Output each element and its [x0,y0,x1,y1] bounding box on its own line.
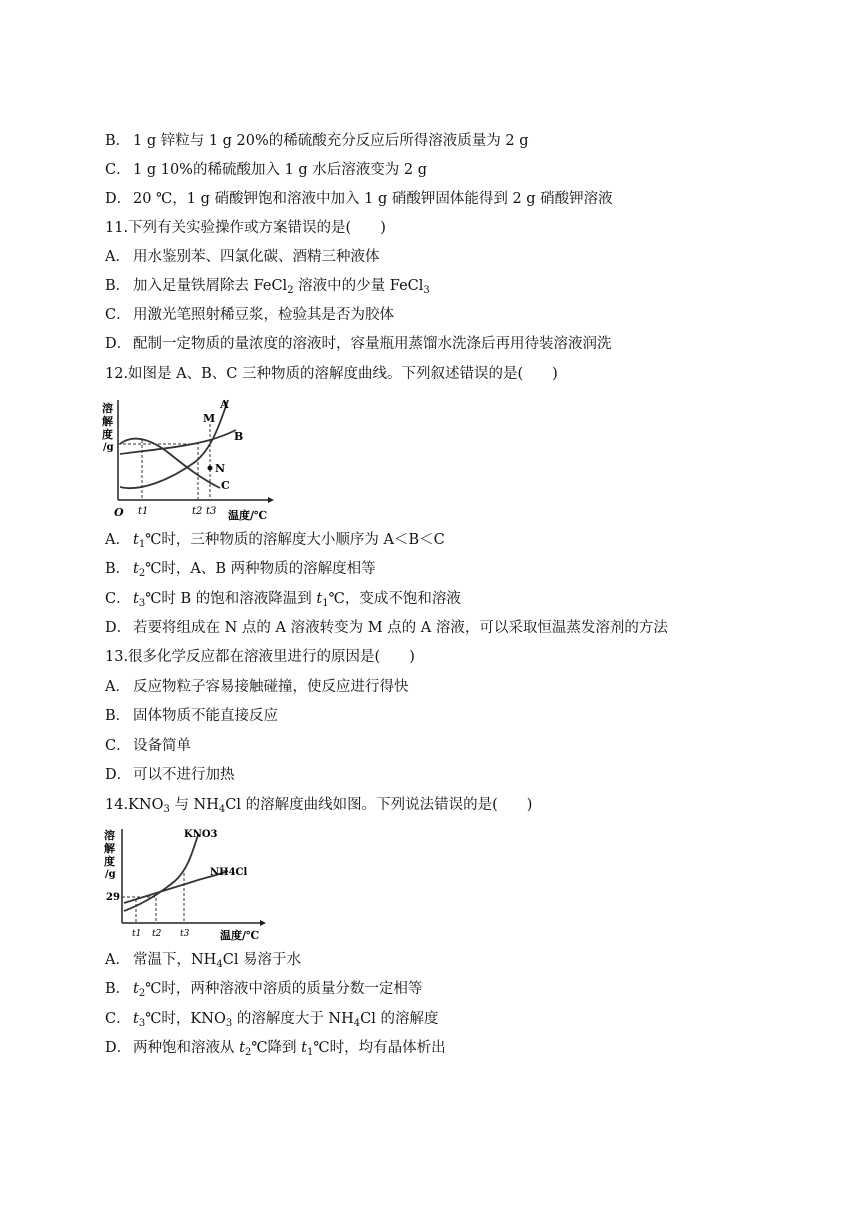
option-label: A． [105,532,130,548]
temp-symbol: t [133,532,139,548]
x-label: 温度/℃ [228,509,268,522]
option-text: 用激光笔照射稀豆浆，检验其是否为胶体 [133,307,394,323]
temp-symbol: t [316,591,323,607]
stem-text: 14.KNO [105,797,164,813]
option-text: 加入足量铁屑除去 FeCl [133,278,288,294]
temp-symbol: t [239,1040,245,1056]
q11-option-a [105,247,380,267]
curve-c [120,439,220,488]
stem-text: 与 NH [169,797,219,813]
temp-symbol: t [133,1011,139,1027]
option-label: A． [105,952,130,968]
q11-option-b [105,276,430,296]
option-label: D． [105,1040,132,1056]
subscript: 2 [287,285,294,296]
option-label: D． [105,191,132,207]
q14-stem [105,795,532,815]
option-label: B． [105,708,131,724]
tick-t2: t2 [152,929,162,939]
point-m-label: M [203,412,216,425]
option-label: B． [105,981,131,997]
curve-c-label: C [221,479,230,492]
y-label-char: /g [105,869,116,880]
option-text: ℃，变成不饱和溶液 [328,591,461,607]
temp-symbol: t [133,981,139,997]
q11-stem: 11.下列有关实验操作或方案错误的是( ) [105,220,386,236]
q12-option-d [105,618,668,638]
tick-t2: t2 [192,506,203,517]
option-text: 的溶解度大于 NH [232,1011,354,1027]
option-label: A． [105,679,130,695]
q14-option-a [105,950,301,970]
option-label: C． [105,162,131,178]
option-text: 固体物质不能直接反应 [133,708,278,724]
curve-a-label: A [220,398,229,411]
curve-nh4cl-label: NH4Cl [210,867,248,878]
option-label: D． [105,620,132,636]
x-axis-arrow [268,497,274,503]
subscript: 3 [225,1018,233,1029]
subscript: 1 [138,539,146,550]
curve-b-label: B [234,430,244,443]
option-label: D． [105,336,132,352]
option-text: 可以不进行加热 [133,767,235,783]
option-text: 溶液中的少量 FeCl [293,278,424,294]
option-text: ℃时，KNO [145,1011,226,1027]
q10-option-c [105,160,427,180]
q12-stem: 12.如图是 A、B、C 三种物质的溶解度曲线。下列叙述错误的是( ) [105,366,558,382]
origin-label: O [114,506,124,519]
y-label-char: 溶 [102,402,113,415]
option-text: ℃时，A、B 两种物质的溶解度相等 [145,561,376,577]
option-text: ℃时，三种物质的溶解度大小顺序为 A＜B＜C [145,532,445,548]
option-text: 配制一定物质的量浓度的溶液时，容量瓶用蒸馏水洗涤后再用待装溶液润洗 [133,336,612,352]
y-label-char: /g [103,442,114,453]
subscript: 2 [244,1047,252,1058]
subscript: 3 [138,1018,146,1029]
option-label: C． [105,591,131,607]
q10-option-d [105,189,613,209]
y-label-char: 解 [102,415,113,428]
tick-t1: t1 [138,506,149,517]
option-text: ℃时，均有晶体析出 [313,1040,446,1056]
tick-t3: t3 [206,506,217,517]
q13-option-a [105,677,409,697]
option-text: 两种饱和溶液从 [133,1040,240,1056]
subscript: 4 [218,804,226,815]
q13-stem: 13.很多化学反应都在溶液里进行的原因是( ) [105,649,415,665]
y-label-char: 解 [104,842,115,855]
option-text: 常温下，NH [133,952,217,968]
q13-option-b [105,706,278,726]
option-label: C． [105,307,131,323]
option-label: A． [105,249,130,265]
x-label: 温度/℃ [220,929,260,942]
q14-solubility-figure [100,823,275,945]
tick-t3: t3 [180,929,190,939]
option-label: C． [105,738,131,754]
subscript: 3 [163,804,170,815]
q14-option-b [105,979,422,999]
q13-option-d [105,765,235,785]
option-text: 1 g 锌粒与 1 g 20%的稀硫酸充分反应后所得溶液质量为 2 g [133,133,529,149]
option-text: ℃降到 [251,1040,302,1056]
tick-t1: t1 [132,929,142,939]
option-text: 设备简单 [133,738,191,754]
option-text: ℃时，两种溶液中溶质的质量分数一定相等 [145,981,423,997]
q14-option-d [105,1038,446,1058]
option-label: B． [105,561,131,577]
q13-option-c [105,736,191,756]
q12-option-b [105,559,376,579]
curve-kno3-label: KNO3 [184,829,218,840]
q12-solubility-figure [100,392,275,524]
option-label: D． [105,767,132,783]
curve-b [120,430,236,454]
subscript: 1 [322,598,329,609]
option-text: 若要将组成在 N 点的 A 溶液转变为 M 点的 A 溶液，可以采取恒温蒸发溶剂的方法 [133,620,668,636]
option-text: Cl 易溶于水 [222,952,302,968]
option-text: Cl 的溶解度 [360,1011,439,1027]
y-label-char: 度 [104,855,115,868]
subscript: 4 [216,959,223,970]
point-n-label: N [215,462,226,475]
option-label: B． [105,133,131,149]
y-label-char: 溶 [104,829,115,842]
stem-text: Cl 的溶解度曲线如图。下列说法错误的是( ) [225,797,533,813]
option-text: 20 ℃，1 g 硝酸钾饱和溶液中加入 1 g 硝酸钾固体能得到 2 g 硝酸钾溶液 [133,191,613,207]
q14-option-c [105,1009,439,1029]
option-text: 反应物粒子容易接触碰撞，使反应进行得快 [133,679,409,695]
temp-symbol: t [301,1040,307,1056]
subscript: 2 [138,568,146,579]
y-label-char: 度 [102,428,113,441]
q11-option-c [105,305,394,325]
subscript: 3 [138,598,146,609]
option-text: ℃时 B 的饱和溶液降温到 [145,591,317,607]
subscript: 4 [353,1018,361,1029]
subscript: 3 [423,285,430,296]
subscript: 1 [306,1047,314,1058]
subscript: 2 [138,988,146,999]
q12-option-a [105,530,445,550]
y-value-29: 29 [106,892,120,903]
option-text: 用水鉴别苯、四氯化碳、酒精三种液体 [133,249,380,265]
option-label: B． [105,278,131,294]
option-label: C． [105,1011,131,1027]
option-text: 1 g 10%的稀硫酸加入 1 g 水后溶液变为 2 g [133,162,428,178]
q12-option-c [105,589,461,609]
q10-option-b [105,131,529,151]
q11-option-d [105,334,612,354]
x-axis-arrow [260,920,266,926]
point-n [208,466,213,471]
temp-symbol: t [133,591,139,607]
temp-symbol: t [133,561,139,577]
